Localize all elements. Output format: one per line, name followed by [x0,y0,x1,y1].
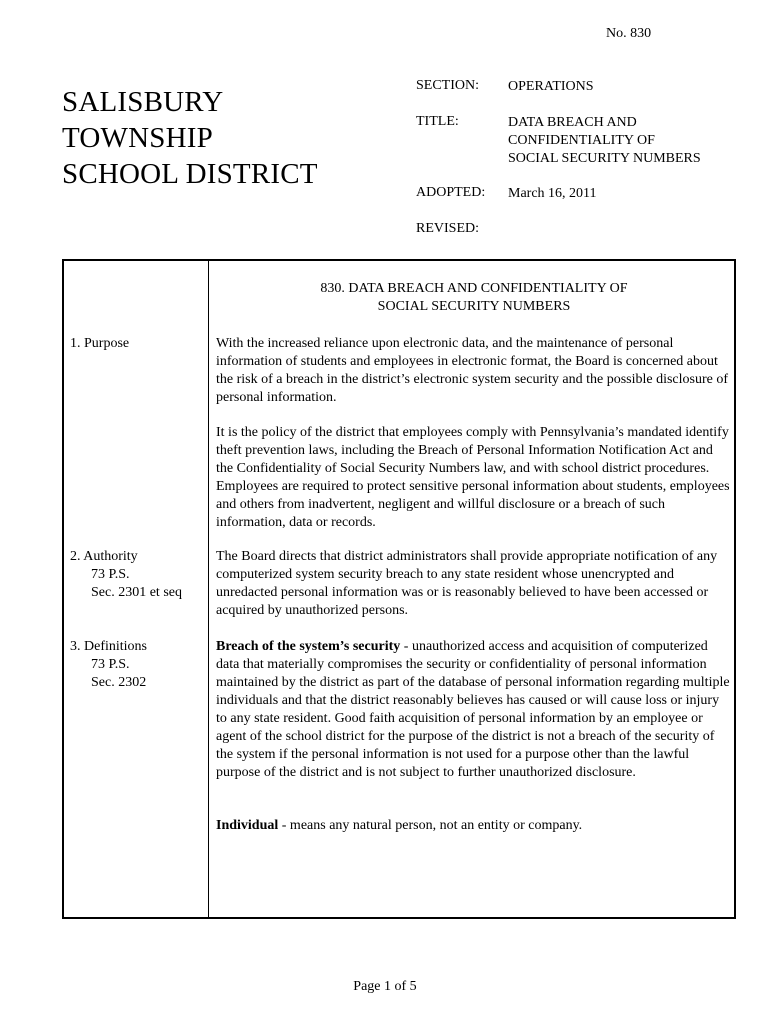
definition-text: - means any natural person, not an entity or company. [278,818,583,833]
page-number: Page 1 of 5 [353,979,417,994]
statute-reference: 73 P.S. [91,657,130,672]
definition-individual [216,817,732,835]
adopted-value: March 16, 2011 [508,186,597,201]
adopted-label: ADOPTED: [416,185,486,200]
revised-label: REVISED: [416,221,479,236]
policy-title-line-2: SOCIAL SECURITY NUMBERS [377,299,571,314]
definition-breach [216,638,732,782]
section-authority-label [70,548,182,602]
section-heading: 1. Purpose [70,336,130,351]
section-heading: 3. Definitions [70,639,147,654]
statute-reference: 73 P.S. [91,567,130,582]
section-purpose-label [70,335,129,353]
district-line-1: SALISBURY [62,86,224,118]
purpose-paragraph-1: With the increased reliance upon electronic data, and the maintenance of personal information of students and employees in electronic format, the Board is concerned about the risk of a breach in the district’s electronic system security and the possible disclosure of personal information. [216,336,729,405]
section-definitions-label [70,638,147,692]
title-value [508,114,701,168]
definition-term: Individual [216,818,279,833]
statute-section: Sec. 2301 et seq [91,585,182,600]
definition-term: Breach of the system’s security [216,639,401,654]
district-line-2: TOWNSHIP [62,122,213,154]
column-divider [208,259,209,919]
title-line-3: SOCIAL SECURITY NUMBERS [508,151,701,166]
title-line-1: DATA BREACH AND [508,115,637,130]
district-name [62,84,318,192]
policy-title [216,280,732,316]
purpose-paragraph-2: It is the policy of the district that employees comply with Pennsylvania’s mandated identify theft prevention laws, including the Breach of Personal Information Notification Act and the Confidentiality of Social Security Numbers law, and with school district procedures. Employees are required to protect sensitive personal information about students, employees and others from inadvertent, negligent and willful disclosure or a breach of such information, data or records. [216,425,730,530]
policy-title-line-1: 830. DATA BREACH AND CONFIDENTIALITY OF [320,281,628,296]
title-label: TITLE: [416,114,459,129]
definition-text: - unauthorized access and acquisition of computerized data that materially compromises the security or confidentiality of personal information maintained by the district as part of the database of personal information regarding multiple individuals and that the district reasonably believes has caused or will cause loss or injury to any state resident. Good faith acquisition of personal information by an employee or agent of the school district for the purpose of the district is not a breach of the security of the system if the personal information is not used for a purpose other than the lawful purpose of the district and is not subject to further unauthorized disclosure. [216,639,730,780]
title-line-2: CONFIDENTIALITY OF [508,133,655,148]
statute-section: Sec. 2302 [91,675,147,690]
authority-paragraph: The Board directs that district administrators shall provide appropriate notification of any computerized system security breach to any state resident whose unencrypted and unredacted personal information was or is reasonably believed to have been accessed or acquired by unauthorized persons. [216,549,718,618]
section-label: SECTION: [416,78,479,93]
section-heading: 2. Authority [70,549,138,564]
document-number: No. 830 [606,26,652,41]
district-line-3: SCHOOL DISTRICT [62,158,318,190]
section-value: OPERATIONS [508,79,594,94]
